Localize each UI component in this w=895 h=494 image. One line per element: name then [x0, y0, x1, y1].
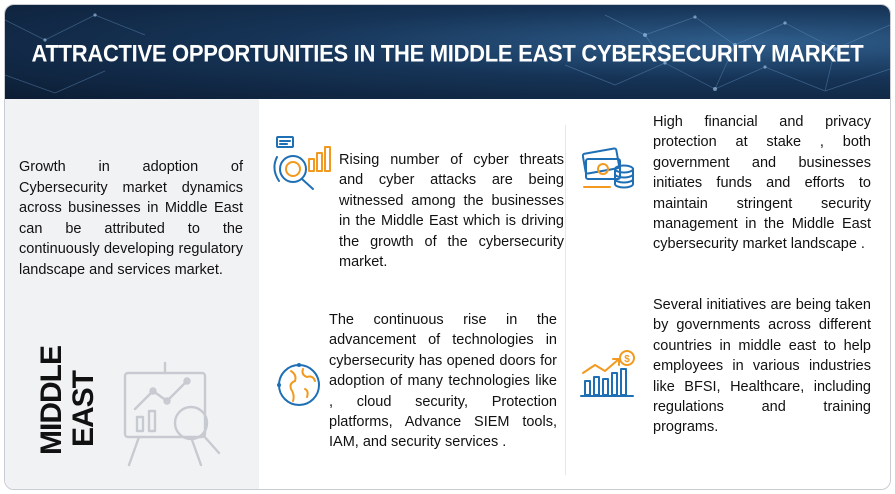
- title-banner: [5, 5, 890, 99]
- region-summary: Growth in adoption of Cybersecurity market dynamics across businesses in Middle East can be attributed to the continuously developing regulatory landscape and services market.: [19, 159, 243, 278]
- infographic-frame: [4, 4, 891, 490]
- region-word-east: EAST: [67, 370, 100, 447]
- cyber-threat-chart-icon: [271, 133, 333, 191]
- page-title: ATTRACTIVE OPPORTUNITIES IN THE MIDDLE EAST CYBERSECURITY MARKET: [31, 39, 864, 67]
- analytics-magnifier-icon: [109, 361, 239, 476]
- growth-chart-icon: [579, 349, 639, 399]
- svg-text:$: $: [624, 354, 630, 365]
- region-label: [35, 346, 101, 459]
- opportunity-text-2: High financial and privacy protection at stake , both government and businesses initiates funds and efforts to maintain stringent security management in the Middle East cybersecurity market landscape .: [653, 114, 871, 253]
- money-stack-icon: [582, 143, 636, 193]
- region-word-middle: MIDDLE: [35, 346, 68, 455]
- opportunity-text-4: Several initiatives are being taken by governments across different countries in middle east to help employees in various industries like BFSI, Healthcare, including regulations and training programs.: [653, 297, 871, 436]
- opportunity-text-1: Rising number of cyber threats and cyber attacks are being witnessed among the businesses in the Middle East which is driving the growth of the cybersecurity market.: [339, 152, 564, 271]
- column-divider: [565, 125, 566, 475]
- region-panel: [5, 99, 259, 489]
- globe-network-icon: [275, 361, 323, 409]
- opportunity-text-3: The continuous rise in the advancement of technologies in cybersecurity has opened doors for adoption of many technologies like , cloud security, Protection platforms, Advance SIEM tools, IAM, and security services .: [329, 312, 557, 451]
